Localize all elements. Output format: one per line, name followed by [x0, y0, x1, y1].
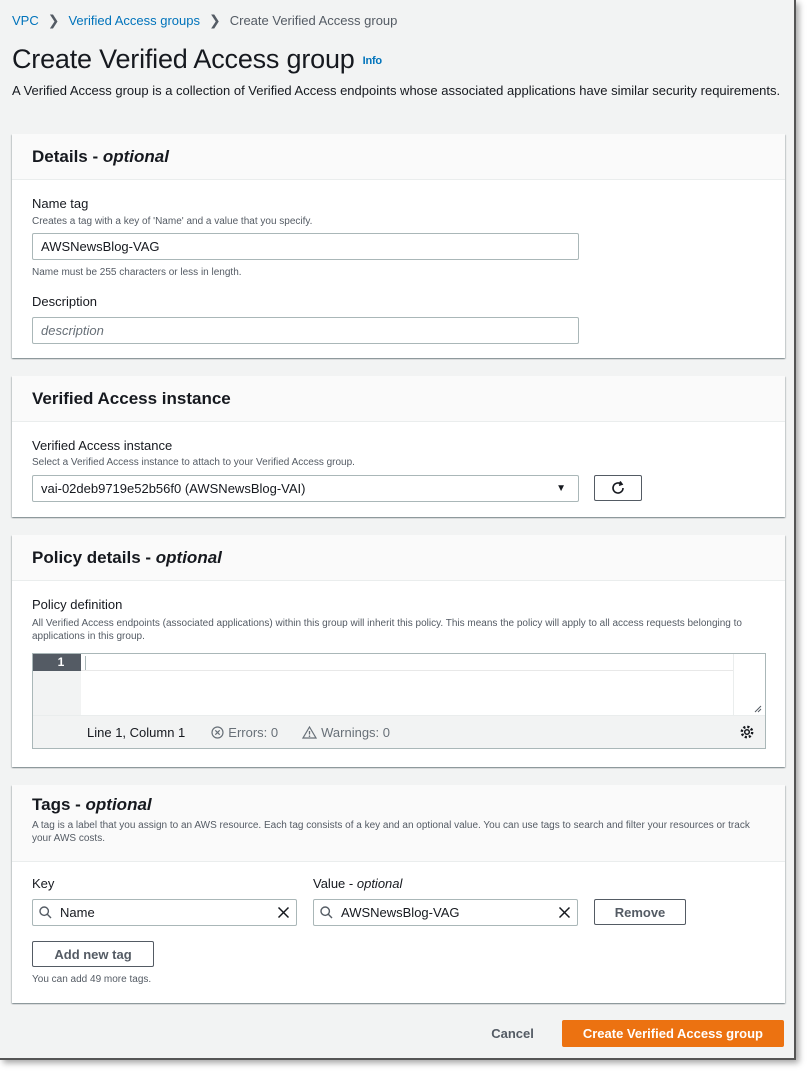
policy-label: Policy definition [32, 597, 123, 612]
active-line [81, 654, 733, 671]
error-icon [211, 726, 224, 739]
errors-count: Errors: 0 [228, 724, 279, 740]
tag-key-value: Name [60, 905, 95, 920]
page-description: A Verified Access group is a collection of Verified Access endpoints whose associated applications have similar security requirements. [12, 83, 781, 98]
tags-optional: optional [85, 795, 152, 814]
description-label: Description [32, 294, 98, 309]
warnings-count: Warnings: 0 [321, 724, 391, 740]
gear-icon[interactable] [739, 724, 755, 740]
breadcrumb-current: Create Verified Access group [229, 13, 398, 28]
tag-value-input[interactable] [313, 899, 578, 926]
instance-selected-value: vai-02deb9719e52b56f0 (AWSNewsBlog-VAI) [41, 481, 306, 496]
breadcrumb [12, 12, 397, 29]
clear-icon[interactable] [558, 906, 571, 919]
policy-editor[interactable] [32, 653, 766, 749]
instance-label: Verified Access instance [32, 438, 173, 453]
details-title: Details [32, 146, 88, 166]
policy-hint: All Verified Access endpoints (associated applications) within this group will inherit this policy. This means the policy will apply to all access requests belonging to applications in this group. [32, 618, 742, 642]
details-header: Details - optional [12, 134, 785, 180]
instance-header [12, 376, 785, 422]
warning-icon [302, 726, 317, 739]
name-tag-label: Name tag [32, 196, 89, 211]
policy-header: Policy details - optional [12, 535, 785, 581]
form-actions [491, 1020, 784, 1047]
instance-hint: Select a Verified Access instance to attach to your Verified Access group. [32, 457, 355, 468]
tag-key-input[interactable] [32, 899, 297, 926]
instance-select[interactable] [32, 475, 579, 502]
value-header-optional: optional [356, 876, 403, 891]
search-icon [320, 906, 333, 919]
chevron-right-icon: ❯ [209, 12, 221, 28]
warnings-status[interactable] [302, 725, 390, 740]
tags-title-row: Tags - optional [32, 795, 152, 814]
add-new-tag-button[interactable]: Add new tag [32, 941, 154, 967]
page-title [12, 44, 382, 75]
refresh-button[interactable] [594, 475, 642, 501]
resize-grip-icon[interactable] [754, 705, 762, 713]
instance-panel [12, 376, 785, 517]
tag-value-value: AWSNewsBlog-VAG [341, 905, 460, 920]
search-icon [39, 906, 52, 919]
cursor-position: Line 1, Column 1 [87, 724, 186, 740]
errors-status[interactable] [211, 725, 278, 740]
policy-optional: optional [155, 547, 222, 567]
editor-scrollbar[interactable] [733, 654, 765, 716]
tags-title: Tags [32, 795, 71, 814]
tags-description: A tag is a label that you assign to an AWS resource. Each tag consists of a key and an optional value. You can use tags to search and filter your resources or track your AWS costs. [32, 820, 750, 844]
cancel-button[interactable]: Cancel [491, 1026, 534, 1041]
value-header-text: Value [313, 876, 346, 891]
tags-panel [12, 785, 785, 1003]
page-title-text: Create Verified Access group [12, 44, 355, 74]
name-tag-input[interactable]: AWSNewsBlog-VAG [32, 233, 579, 260]
name-tag-constraint: Name must be 255 characters or less in length. [32, 267, 242, 278]
text-cursor [85, 656, 86, 670]
details-optional: optional [102, 146, 169, 166]
key-header: Key [32, 876, 55, 891]
chevron-right-icon: ❯ [47, 12, 60, 28]
description-input[interactable]: description [32, 317, 579, 344]
policy-title: Policy details [32, 547, 141, 567]
breadcrumb-vpc[interactable]: VPC [12, 13, 39, 28]
tags-remaining: You can add 49 more tags. [32, 974, 152, 985]
value-header: Value - optional [313, 876, 403, 891]
clear-icon[interactable] [277, 906, 290, 919]
name-tag-hint: Creates a tag with a key of 'Name' and a value that you specify. [32, 216, 313, 227]
create-group-button[interactable]: Create Verified Access group [562, 1020, 784, 1047]
editor-status-bar [33, 715, 765, 748]
caret-down-icon: ▼ [556, 483, 566, 494]
line-number: 1 [33, 654, 81, 671]
policy-panel [12, 535, 785, 767]
info-link[interactable]: Info [362, 54, 382, 67]
remove-tag-button[interactable]: Remove [594, 899, 686, 925]
details-panel [12, 134, 785, 358]
refresh-icon [610, 480, 626, 496]
breadcrumb-verified-access-groups[interactable]: Verified Access groups [68, 13, 200, 28]
instance-title: Verified Access instance [32, 388, 231, 408]
tags-header [12, 785, 785, 862]
